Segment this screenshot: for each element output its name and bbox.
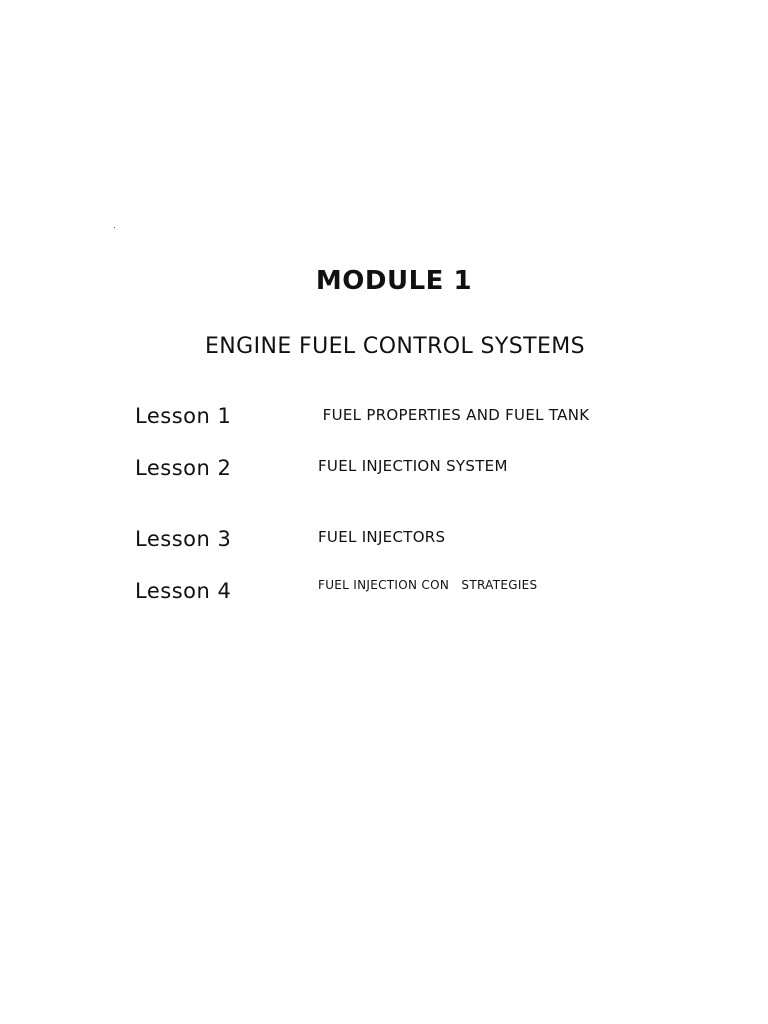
module-subtitle: ENGINE FUEL CONTROL SYSTEMS [204,334,586,359]
lesson-4-label: Lesson 4 [135,579,232,603]
lesson-3-label: Lesson 3 [135,527,232,551]
lesson-1-label: Lesson 1 [135,404,232,428]
lesson-3-topic: FUEL INJECTORS [318,528,446,546]
lesson-1-topic: FUEL PROPERTIES AND FUEL TANK [322,406,590,424]
stray-mark [114,227,115,228]
lesson-2-label: Lesson 2 [135,456,232,480]
lesson-2-topic: FUEL INJECTION SYSTEM [318,457,508,475]
module-title: MODULE 1 [315,266,473,296]
lesson-4-topic: FUEL INJECTION CON STRATEGIES [318,578,538,592]
